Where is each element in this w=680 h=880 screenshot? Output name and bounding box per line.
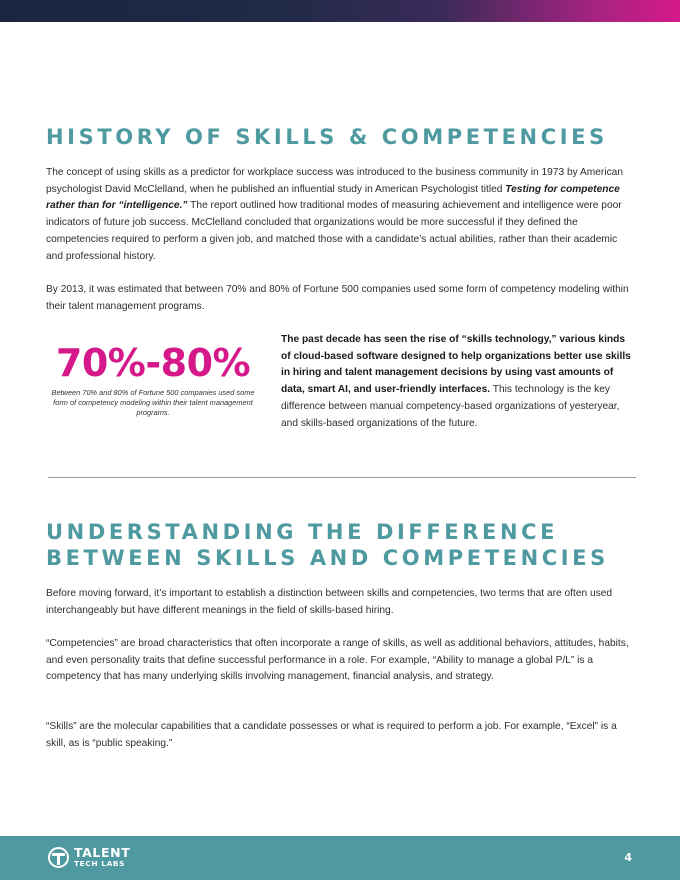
history-paragraph-2: By 2013, it was estimated that between 70% and 80% of Fortune 500 companies used some form of competency modeling within their talent management programs. bbox=[46, 284, 629, 312]
logo-text-line2: TECH LABS bbox=[74, 859, 126, 868]
history-paragraph-1 bbox=[46, 165, 636, 265]
skills-paragraph: “Skills” are the molecular capabilities that a candidate possesses or what is required to perform a job. For example, “Excel” is a skill, as is “public speaking.” bbox=[46, 721, 617, 749]
footer-bar bbox=[0, 836, 680, 880]
competencies-paragraph: “Competencies” are broad characteristics that often incorporate a range of skills, as well as additional behaviors, attitudes, habits, and even personality traits that define successful performance in a role. For example, “Ability to manage a global P/L” is a competency that has many underlying skills involving management, financial analysis, and strategy. bbox=[46, 638, 629, 683]
callout-paragraph bbox=[281, 332, 637, 432]
callout-bold-text: The past decade has seen the rise of “skills technology,” various kinds of cloud-based software designed to help organizations better use skills in hiring and talent management decisions by using vast amounts of data, smart AI, and user-friendly interfaces. bbox=[281, 334, 631, 396]
stat-caption: Between 70% and 80% of Fortune 500 companies used some form of competency modeling within their talent management programs. bbox=[51, 388, 255, 417]
section-heading-history: HISTORY OF SKILLS & COMPETENCIES bbox=[46, 125, 608, 149]
talent-tech-labs-logo bbox=[48, 847, 130, 868]
difference-paragraph-1: Before moving forward, it’s important to establish a distinction between skills and competencies, two terms that are often used interchangeably but have different meanings in the field of skills-based hiring. bbox=[46, 588, 613, 616]
study-title: Testing for competence rather than for “intelligence.” bbox=[46, 183, 620, 212]
talent-tech-labs-logo-icon bbox=[48, 847, 69, 868]
stat-number: 70%-80% bbox=[55, 341, 251, 385]
callout-normal-text: This technology is the key difference between manual competency-based organizations of yesteryear, and skills-based organizations of the future. bbox=[281, 384, 620, 429]
section-divider bbox=[48, 477, 636, 478]
history-paragraph-1-part1: The concept of using skills as a predictor for workplace success was introduced to the business community in 1973 by American psychologist David McClelland, when he published an influential study in American Psychologist titled bbox=[46, 167, 624, 195]
section-heading-difference-line2: BETWEEN SKILLS AND COMPETENCIES bbox=[46, 546, 609, 570]
section-heading-difference-line1: UNDERSTANDING THE DIFFERENCE bbox=[46, 520, 559, 544]
top-gradient-bar bbox=[0, 0, 680, 22]
logo-text-line1: TALENT bbox=[74, 845, 131, 860]
section-heading-difference bbox=[46, 519, 609, 571]
logo-text bbox=[74, 847, 130, 868]
history-paragraph-1-part2: The report outlined how traditional modes of measuring achievement and intelligence were poor indicators of future job success. McClelland concluded that organizations would be more successful if they defined the competencies required to perform a given job, and matched those with a candidate’s actual abilities, rather than their academic and professional history. bbox=[46, 200, 622, 262]
page-number: 4 bbox=[624, 851, 632, 864]
